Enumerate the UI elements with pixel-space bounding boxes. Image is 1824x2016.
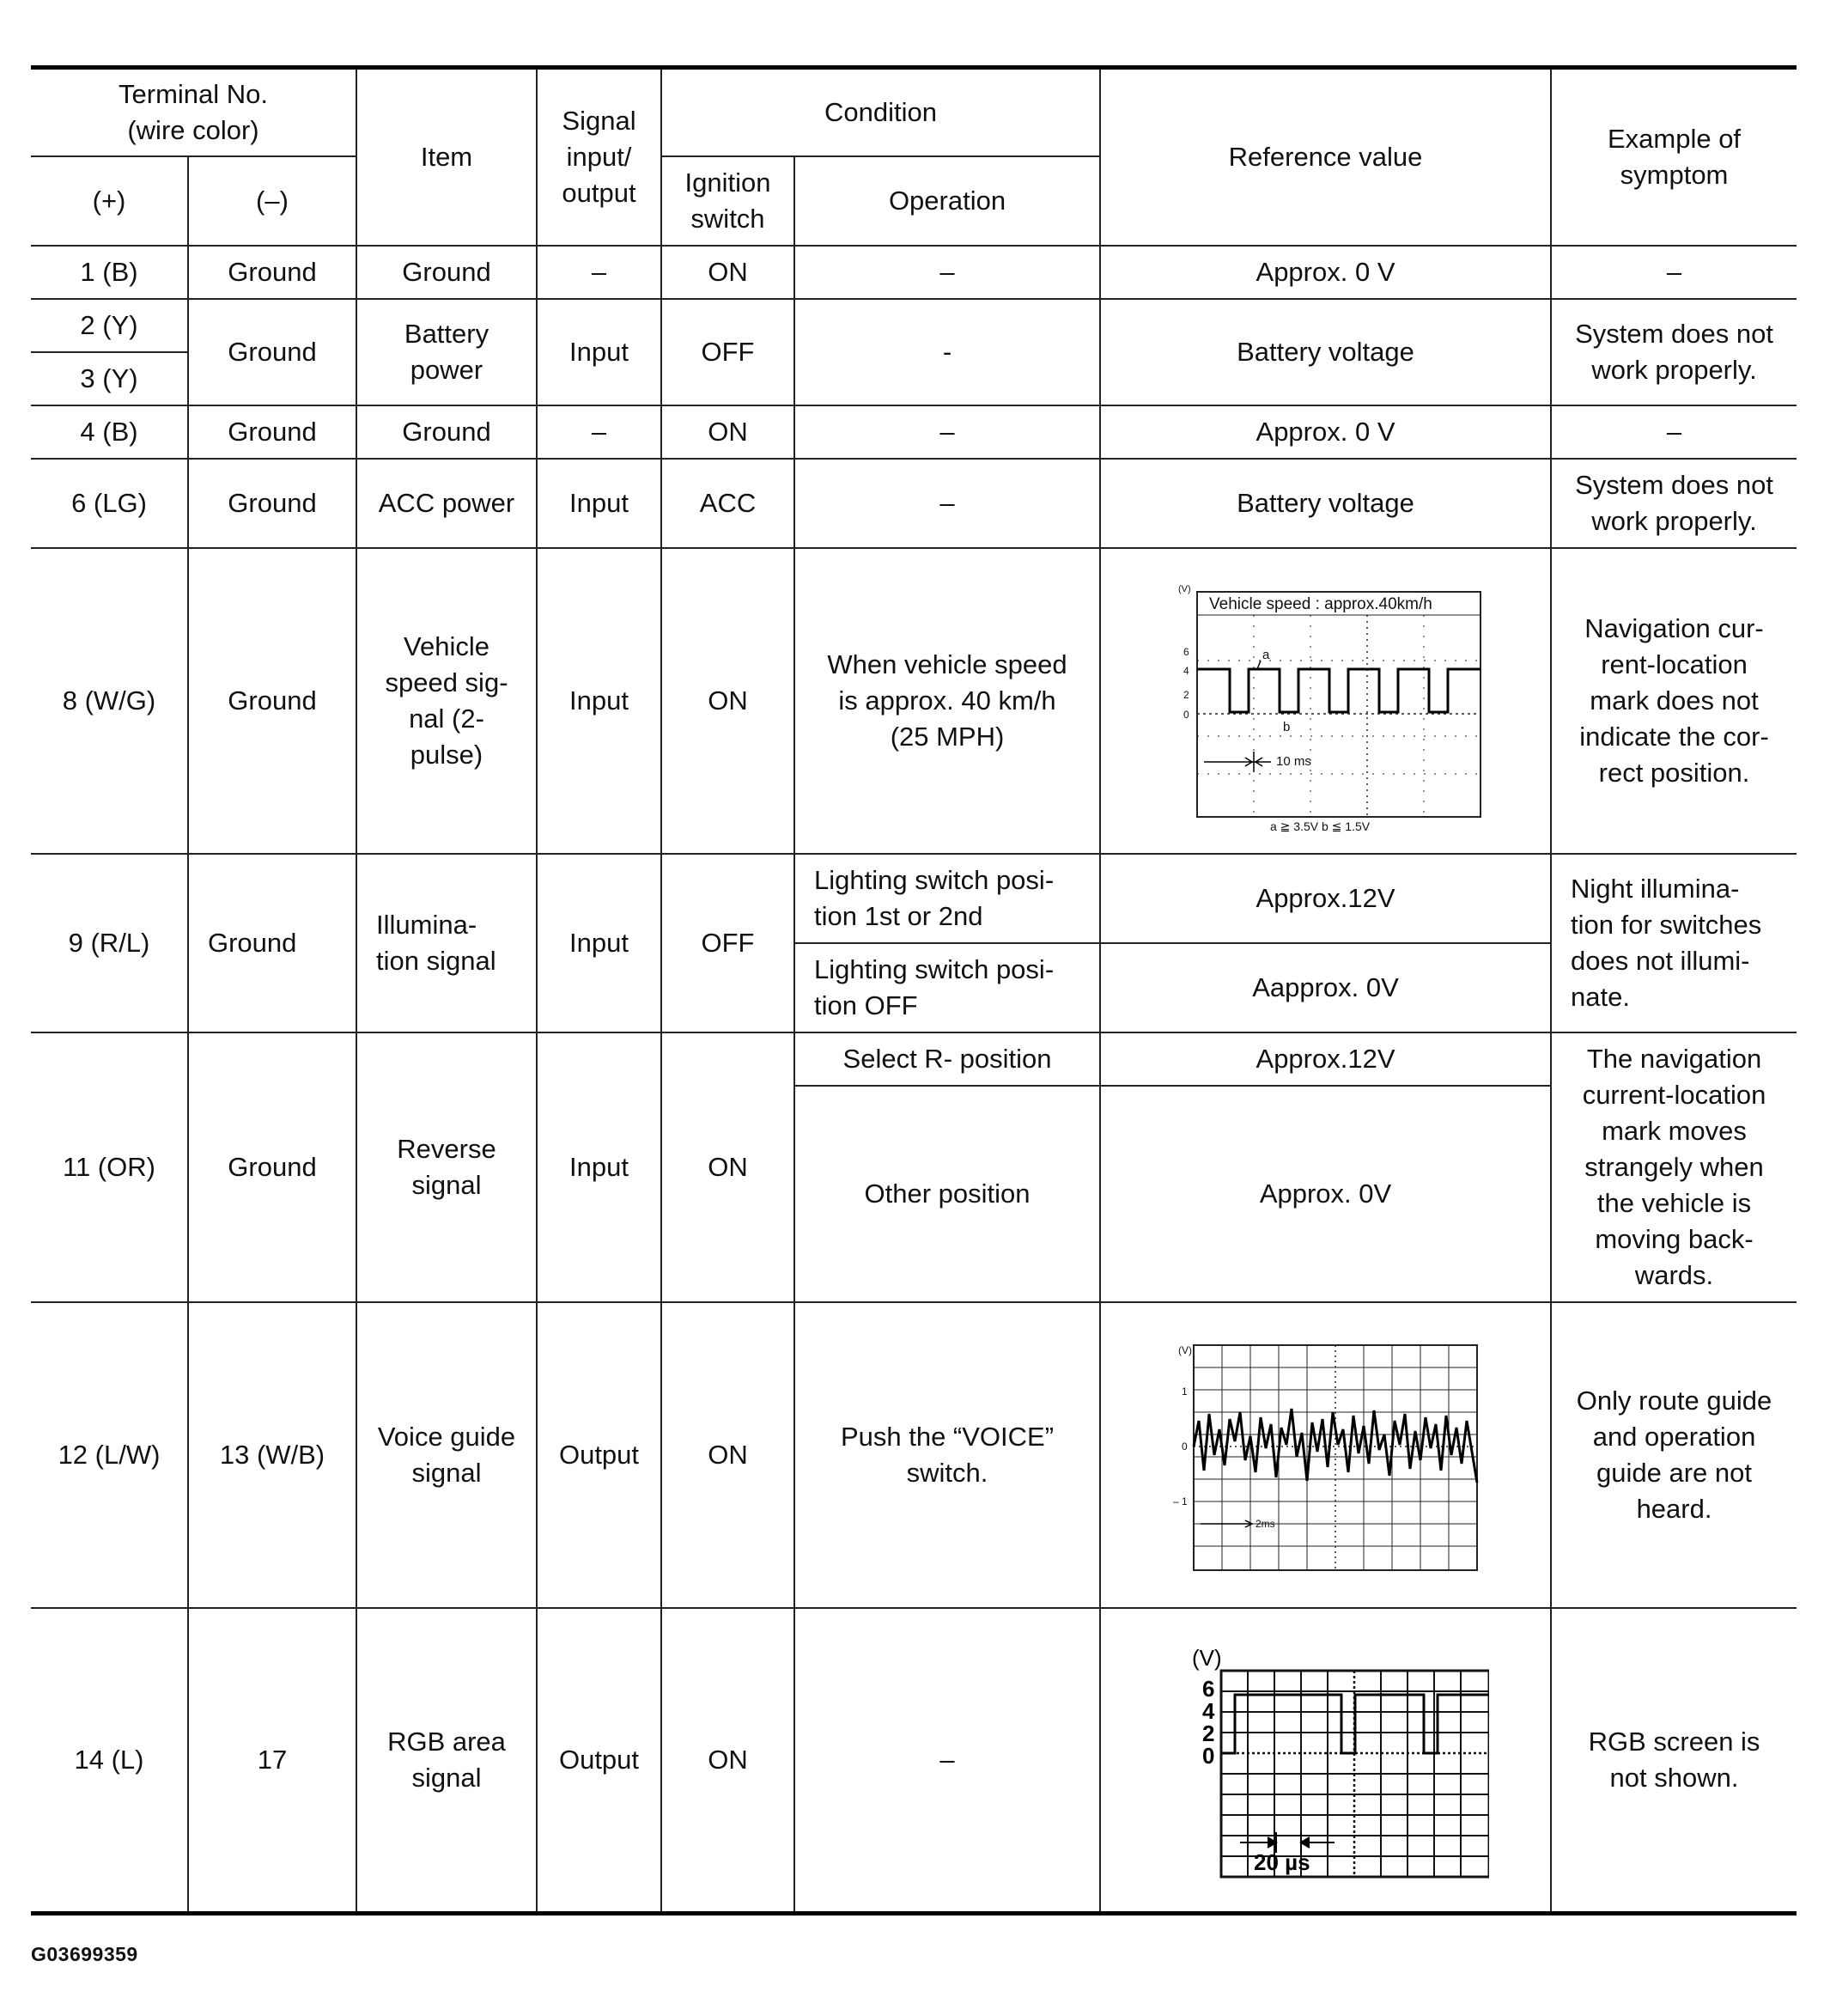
header-operation: Operation	[794, 156, 1100, 246]
cell-plus: 8 (W/G)	[31, 548, 188, 854]
cell-minus: Ground	[188, 299, 356, 405]
cell-ignition: ON	[661, 1608, 794, 1914]
waveform-title: Vehicle speed : approx.40km/h	[1208, 594, 1432, 613]
table-row	[31, 1032, 1797, 1086]
cell-signal: –	[537, 246, 661, 299]
vehicle-speed-waveform	[1163, 568, 1489, 834]
cell-operation: –	[794, 459, 1100, 548]
cell-minus: Ground	[188, 246, 356, 299]
cell-plus: 9 (R/L)	[31, 854, 188, 1032]
cell-plus: 3 (Y)	[31, 352, 188, 405]
y-tick: 1	[1181, 1385, 1188, 1398]
header-item: Item	[356, 68, 537, 246]
cell-plus: 6 (LG)	[31, 459, 188, 548]
cell-operation: –	[794, 1608, 1100, 1914]
cell-operation: Push the “VOICE” switch.	[794, 1302, 1100, 1608]
cell-ignition: ON	[661, 1032, 794, 1302]
cell-reference: Aapprox. 0V	[1100, 943, 1551, 1032]
cell-plus: 4 (B)	[31, 405, 188, 459]
cell-symptom: –	[1551, 405, 1797, 459]
cell-reference-waveform	[1100, 1302, 1551, 1608]
header-signal-io: Signal input/ output	[537, 68, 661, 246]
cell-reference: Battery voltage	[1100, 459, 1551, 548]
cell-minus: Ground	[188, 405, 356, 459]
cell-minus: 13 (W/B)	[188, 1302, 356, 1608]
y-tick: 6	[1201, 1675, 1214, 1702]
y-tick: 6	[1183, 645, 1189, 658]
time-label: 10 ms	[1275, 753, 1311, 769]
terminal-table	[31, 65, 1797, 1916]
cell-reference: Approx.12V	[1100, 854, 1551, 943]
table-row	[31, 854, 1797, 943]
y-tick: 4	[1183, 664, 1189, 677]
time-label: 2ms	[1255, 1517, 1275, 1530]
y-tick: 0	[1183, 708, 1189, 721]
label-a: a	[1262, 647, 1269, 662]
cell-ignition: ON	[661, 246, 794, 299]
cell-symptom: Night illumina- tion for switches does not illumi- nate.	[1551, 854, 1797, 1032]
y-tick: 0	[1201, 1742, 1214, 1769]
cell-signal: Input	[537, 1032, 661, 1302]
header-minus: (–)	[188, 156, 356, 246]
table-row	[31, 246, 1797, 299]
table-row	[31, 1608, 1797, 1914]
cell-minus: Ground	[188, 854, 356, 1032]
table-row	[31, 1302, 1797, 1608]
cell-operation: Select R- position	[794, 1032, 1100, 1086]
voice-guide-waveform	[1163, 1335, 1489, 1575]
cell-item: Ground	[356, 246, 537, 299]
header-example-of-symptom: Example of symptom	[1551, 68, 1797, 246]
cell-item: Vehicle speed sig- nal (2- pulse)	[356, 548, 537, 854]
cell-operation: –	[794, 246, 1100, 299]
cell-item: RGB area signal	[356, 1608, 537, 1914]
terminal-reference-document	[31, 65, 1797, 1916]
y-tick: 4	[1201, 1697, 1214, 1724]
y-tick: – 1	[1172, 1495, 1188, 1507]
table-row	[31, 299, 1797, 352]
cell-reference-waveform	[1100, 548, 1551, 854]
cell-symptom: System does not work properly.	[1551, 459, 1797, 548]
cell-plus: 11 (OR)	[31, 1032, 188, 1302]
cell-ignition: OFF	[661, 299, 794, 405]
y-tick: 0	[1181, 1440, 1188, 1453]
cell-plus: 14 (L)	[31, 1608, 188, 1914]
cell-signal: Output	[537, 1302, 661, 1608]
time-label: 20 µs	[1253, 1849, 1310, 1875]
cell-symptom: Navigation cur- rent-location mark does not indicate the cor- rect position.	[1551, 548, 1797, 854]
header-reference-value: Reference value	[1100, 68, 1551, 246]
cell-operation: When vehicle speed is approx. 40 km/h (25 MPH)	[794, 548, 1100, 854]
cell-item: Voice guide signal	[356, 1302, 537, 1608]
cell-reference: Approx. 0 V	[1100, 246, 1551, 299]
cell-ignition: OFF	[661, 854, 794, 1032]
table-row	[31, 405, 1797, 459]
cell-ignition: ON	[661, 1302, 794, 1608]
rgb-area-waveform	[1163, 1640, 1489, 1880]
cell-operation: Lighting switch posi- tion 1st or 2nd	[794, 854, 1100, 943]
cell-reference: Approx. 0 V	[1100, 405, 1551, 459]
cell-minus: Ground	[188, 548, 356, 854]
cell-operation: Other position	[794, 1086, 1100, 1302]
waveform-unit: (V)	[1191, 1644, 1222, 1671]
cell-ignition: ON	[661, 405, 794, 459]
cell-ignition: ON	[661, 548, 794, 854]
cell-minus: 17	[188, 1608, 356, 1914]
figure-code: G03699359	[31, 1943, 138, 1965]
cell-symptom: System does not work properly.	[1551, 299, 1797, 405]
cell-symptom: Only route guide and operation guide are not heard.	[1551, 1302, 1797, 1608]
cell-signal: Input	[537, 854, 661, 1032]
cell-item: Ground	[356, 405, 537, 459]
y-tick: 2	[1201, 1720, 1214, 1746]
cell-operation: -	[794, 299, 1100, 405]
table-row	[31, 459, 1797, 548]
cell-operation: Lighting switch posi- tion OFF	[794, 943, 1100, 1032]
cell-signal: Input	[537, 459, 661, 548]
cell-reference-waveform	[1100, 1608, 1551, 1914]
cell-item: Illumina- tion signal	[356, 854, 537, 1032]
cell-reference: Battery voltage	[1100, 299, 1551, 405]
cell-item: Reverse signal	[356, 1032, 537, 1302]
cell-signal: Input	[537, 299, 661, 405]
cell-minus: Ground	[188, 1032, 356, 1302]
cell-symptom: The navigation current-location mark moves strangely when the vehicle is moving back- wards.	[1551, 1032, 1797, 1302]
cell-symptom: –	[1551, 246, 1797, 299]
cell-operation: –	[794, 405, 1100, 459]
y-tick: 2	[1183, 688, 1189, 701]
waveform-caption: a ≧ 3.5V b ≦ 1.5V	[1269, 819, 1370, 833]
cell-plus: 2 (Y)	[31, 299, 188, 352]
table-row	[31, 548, 1797, 854]
waveform-unit: (V)	[1177, 583, 1191, 594]
cell-item: Battery power	[356, 299, 537, 405]
cell-reference: Approx. 0V	[1100, 1086, 1551, 1302]
cell-ignition: ACC	[661, 459, 794, 548]
header-plus: (+)	[31, 156, 188, 246]
cell-symptom: RGB screen is not shown.	[1551, 1608, 1797, 1914]
cell-minus: Ground	[188, 459, 356, 548]
cell-plus: 1 (B)	[31, 246, 188, 299]
label-b: b	[1282, 719, 1290, 734]
cell-signal: Output	[537, 1608, 661, 1914]
cell-plus: 12 (L/W)	[31, 1302, 188, 1608]
cell-reference: Approx.12V	[1100, 1032, 1551, 1086]
header-ignition-switch: Ignition switch	[661, 156, 794, 246]
waveform-unit: (V)	[1177, 1343, 1192, 1356]
cell-signal: –	[537, 405, 661, 459]
cell-signal: Input	[537, 548, 661, 854]
cell-item: ACC power	[356, 459, 537, 548]
header-condition: Condition	[661, 68, 1100, 156]
header-terminal-no: Terminal No. (wire color)	[31, 68, 356, 156]
